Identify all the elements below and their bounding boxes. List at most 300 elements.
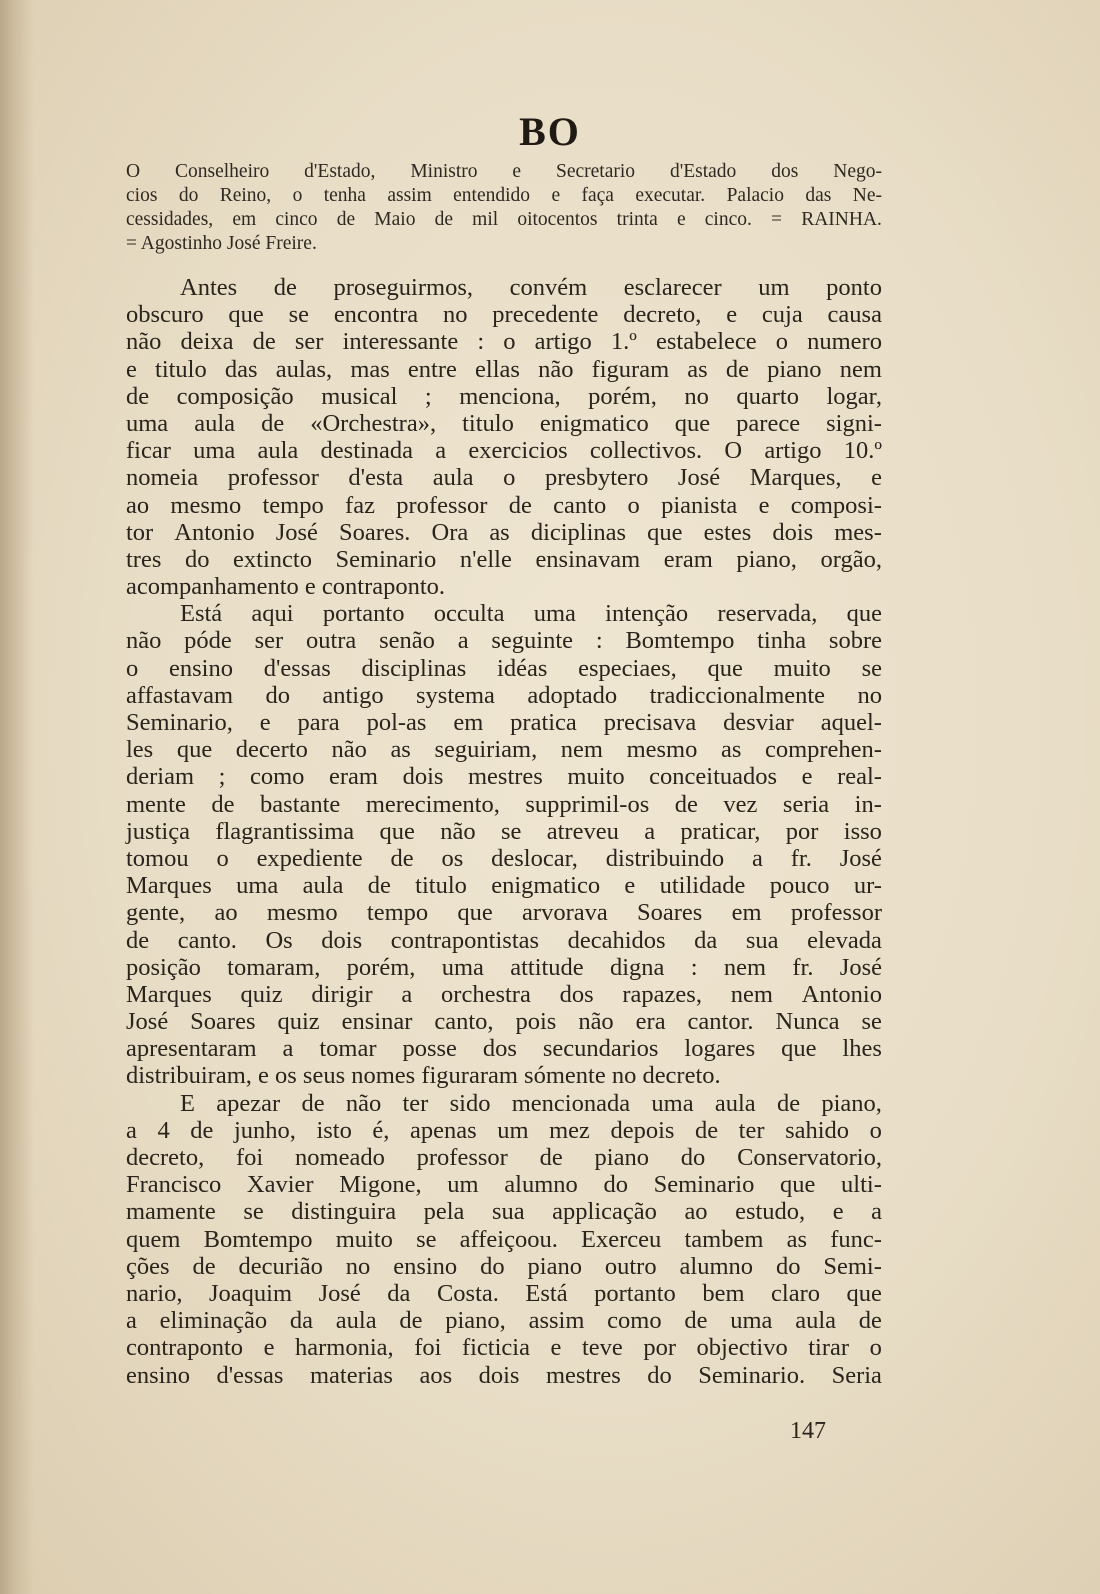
word: pianista — [661, 491, 738, 519]
word: do — [775, 1252, 801, 1280]
word: canto, — [434, 1008, 494, 1036]
word: d'essas — [263, 654, 331, 682]
text-line — [126, 736, 882, 763]
word: que — [846, 1279, 882, 1307]
word: Marques — [126, 872, 212, 900]
word: aula — [795, 1307, 837, 1335]
word: pratica — [510, 709, 577, 736]
word: aula — [714, 1089, 756, 1117]
text-line — [126, 160, 882, 184]
word: deslocar, — [491, 844, 578, 872]
word: exercicios — [468, 437, 568, 465]
text-line — [126, 818, 882, 845]
word: fr. — [790, 844, 812, 872]
word: mil — [472, 209, 499, 230]
word: Conselheiro — [175, 161, 270, 182]
text-line — [126, 655, 882, 682]
binding-shadow — [0, 0, 34, 1594]
word: distinguira — [291, 1198, 397, 1226]
word: enigmatico — [539, 409, 649, 437]
word: de — [858, 1307, 882, 1335]
word: a — [126, 1116, 137, 1144]
word: o — [503, 328, 516, 356]
text-line — [126, 1144, 882, 1171]
word: quiz — [277, 1008, 320, 1036]
word: professor — [396, 491, 488, 519]
word: Antes — [180, 274, 238, 301]
word: pois — [515, 1008, 557, 1036]
word: mesmo — [626, 736, 698, 764]
word: aula — [335, 1307, 377, 1335]
word: o — [292, 185, 303, 206]
word: cios — [126, 185, 158, 206]
word: sido — [449, 1089, 491, 1117]
word: in- — [854, 790, 882, 818]
word: não — [538, 355, 574, 383]
text-line — [126, 1253, 882, 1280]
word: piano, — [445, 1307, 506, 1335]
word: isso — [843, 817, 882, 845]
word: de — [674, 790, 698, 818]
word: harmonia, — [295, 1334, 394, 1362]
word: aulas, — [275, 355, 333, 383]
word: tomou — [126, 844, 189, 872]
word: elevada — [807, 926, 882, 954]
text-line — [126, 1226, 882, 1253]
word: nem — [839, 355, 882, 383]
word: apezar — [216, 1089, 281, 1117]
word: Maio — [374, 209, 416, 230]
word: conceituados — [649, 763, 778, 791]
word: e — [726, 301, 738, 329]
text-line — [126, 274, 882, 301]
word: do — [184, 545, 210, 573]
word: interessante — [342, 328, 459, 356]
word: bem — [702, 1279, 745, 1307]
word: nem — [730, 980, 773, 1008]
word: piano, — [821, 1089, 882, 1117]
word: de — [399, 1307, 423, 1335]
word: decreto, — [623, 301, 702, 329]
word: claro — [771, 1279, 821, 1307]
word: tomar — [319, 1035, 377, 1063]
word: parece — [736, 409, 801, 437]
word: do — [647, 1361, 672, 1389]
word: arvorava — [522, 899, 608, 927]
word: uma — [533, 600, 576, 628]
text-line — [126, 464, 882, 491]
word: do — [603, 1171, 628, 1199]
word: e — [550, 1334, 562, 1362]
word: praticar, — [680, 817, 761, 845]
word: orgão, — [820, 545, 882, 573]
word: precisava — [603, 709, 697, 736]
word: ponto — [826, 274, 882, 301]
text-line — [126, 328, 882, 355]
word: do — [680, 1144, 706, 1171]
word: alumno — [679, 1252, 754, 1280]
word: a — [644, 817, 656, 845]
word: cantor. — [687, 1008, 754, 1036]
word: decerto — [235, 736, 308, 764]
word: encontra — [333, 301, 419, 329]
word: não — [345, 1089, 382, 1117]
word: Soares — [190, 1008, 256, 1036]
word: se — [861, 654, 882, 682]
text-line — [126, 682, 882, 709]
word: antigo — [322, 681, 384, 709]
word: em — [453, 709, 484, 736]
word: precedente — [492, 301, 599, 329]
word: de — [273, 274, 297, 301]
word: «Orchestra», — [310, 409, 437, 437]
word: um — [447, 1171, 479, 1199]
word: e — [512, 161, 522, 182]
word: Nego- — [833, 161, 882, 182]
word: Soares — [637, 899, 703, 927]
word: quarto — [736, 382, 799, 410]
word: da — [387, 1279, 411, 1307]
word: póde — [184, 627, 232, 655]
text-line — [126, 1008, 882, 1035]
word: nomeado — [295, 1144, 385, 1171]
word: Francisco — [126, 1171, 222, 1199]
word: de — [694, 1116, 719, 1144]
text-line — [126, 1307, 882, 1334]
word: intenção — [605, 600, 689, 628]
word: 1.º — [610, 328, 637, 356]
word: justiça — [126, 817, 190, 845]
word: Seminario, — [126, 709, 233, 736]
word: ur- — [853, 872, 882, 900]
text-line — [126, 208, 882, 232]
word: um — [497, 1116, 529, 1144]
word: ao — [684, 1198, 708, 1226]
word: Bomtempo — [625, 627, 735, 655]
word: e — [832, 1198, 844, 1226]
word: das — [805, 185, 832, 206]
word: E — [180, 1089, 195, 1117]
word: menciona, — [459, 382, 561, 410]
word: esclarecer — [623, 274, 722, 301]
word: mesmo — [266, 899, 338, 927]
word: adoptado — [527, 681, 618, 709]
word: Conservatorio, — [737, 1144, 882, 1171]
word: : — [595, 627, 603, 655]
word: muito — [335, 1225, 393, 1253]
word: Os — [265, 926, 293, 954]
word: logares — [684, 1035, 756, 1063]
word: mencionada — [511, 1089, 631, 1117]
word: estabelece — [655, 328, 757, 356]
word: aqui — [251, 600, 294, 628]
word: sobre — [828, 627, 882, 655]
word: artigo — [764, 437, 822, 465]
word: affeiçoou. — [459, 1225, 558, 1253]
word: no — [857, 681, 882, 709]
word: piano, — [736, 545, 797, 573]
word: oitocentos — [517, 209, 598, 230]
word: dois — [478, 1361, 520, 1389]
word: das — [224, 355, 258, 383]
word: ser — [254, 627, 284, 655]
word: tomaram, — [227, 953, 321, 981]
word: para — [297, 709, 340, 736]
word: que — [647, 518, 683, 546]
word: tres — [126, 545, 162, 573]
word: tradiccionalmente — [649, 681, 826, 709]
word: ter — [738, 1116, 765, 1144]
word: attitude — [510, 953, 584, 981]
word: supprimil-os — [525, 790, 650, 818]
word: como — [607, 1307, 662, 1335]
word: posse — [402, 1035, 457, 1063]
text-line — [126, 1362, 882, 1389]
word: atreveu — [546, 817, 619, 845]
word: ; — [218, 763, 226, 791]
word: entre — [407, 355, 457, 383]
word: dirigir — [311, 980, 373, 1008]
word: muito — [567, 763, 625, 791]
word: apresentaram — [126, 1035, 257, 1063]
word: posição — [126, 953, 201, 981]
word: o — [869, 1116, 882, 1144]
word: outra — [305, 627, 357, 655]
word: não — [331, 736, 367, 764]
word: nem — [723, 953, 767, 981]
word: Costa. — [436, 1279, 499, 1307]
word: composi- — [790, 491, 882, 519]
word: utilidade — [659, 872, 746, 900]
word: objectivo — [696, 1334, 788, 1362]
text-line — [126, 927, 882, 954]
word: mesmo — [170, 491, 242, 519]
text-line — [126, 1280, 882, 1307]
word: extincto — [233, 545, 312, 573]
word: Palacio — [726, 185, 784, 206]
word: Ne- — [852, 185, 882, 206]
word: d'Estado, — [304, 161, 376, 182]
word: seria — [782, 790, 830, 818]
word: figuram — [591, 355, 670, 383]
word: ter — [402, 1089, 429, 1117]
word: artigo — [534, 328, 592, 356]
word: canto. — [177, 926, 237, 954]
word: faz — [345, 491, 375, 519]
word: portanto — [322, 600, 405, 628]
word: por — [643, 1334, 676, 1362]
word: uma — [193, 437, 236, 465]
word: tinha — [757, 627, 807, 655]
word: de — [725, 355, 749, 383]
word: junho, — [233, 1116, 296, 1144]
word: ellas — [475, 355, 520, 383]
word: secundarios — [542, 1035, 659, 1063]
word: de — [336, 209, 356, 230]
word: 10.º — [843, 437, 882, 465]
word: Seminario. — [698, 1361, 806, 1389]
word: de — [508, 491, 532, 519]
word: systema — [416, 681, 495, 709]
word: de — [367, 872, 391, 900]
word: Nunca — [775, 1008, 840, 1036]
word: idéas — [497, 654, 548, 682]
word: alumno — [504, 1171, 578, 1199]
word: aquel- — [820, 709, 882, 736]
word: bastante — [260, 790, 341, 818]
word: uma — [651, 1089, 694, 1117]
word: porém, — [346, 953, 416, 981]
word: diciplinas — [530, 518, 627, 546]
decree-closing-paragraph — [126, 160, 882, 256]
word: RAINHA. — [801, 209, 882, 230]
word: tempo — [366, 899, 429, 927]
word: dois — [321, 926, 363, 954]
word: as — [390, 736, 411, 764]
text-line — [126, 899, 882, 926]
word: muito — [773, 654, 831, 682]
word: que — [780, 1171, 816, 1199]
word: especiaes, — [578, 654, 677, 682]
word: eram — [329, 763, 378, 791]
running-header: BO — [519, 109, 581, 154]
word: assim — [387, 185, 432, 206]
word: que — [674, 409, 711, 437]
text-line — [126, 410, 882, 437]
text-line — [126, 791, 882, 818]
word: e — [259, 709, 271, 736]
word: aula — [257, 437, 299, 465]
word: aula — [302, 872, 344, 900]
word: Joaquim — [209, 1279, 293, 1307]
word: deixa — [180, 328, 234, 356]
word: decahidos — [567, 926, 666, 954]
word: professor — [227, 464, 319, 492]
text-line — [126, 1090, 882, 1117]
word: de — [190, 1116, 214, 1144]
word: composição — [176, 382, 294, 410]
word: mamente — [126, 1198, 216, 1226]
text-line — [126, 709, 882, 736]
word: convém — [509, 274, 588, 301]
text-line: distribuiram, e os seus nomes figuraram sómente no decreto. — [126, 1062, 721, 1090]
word: sahido — [785, 1116, 850, 1144]
word: sua — [491, 1198, 525, 1226]
word: mestres — [467, 763, 543, 791]
word: ; — [424, 382, 432, 410]
word: de — [261, 409, 285, 437]
word: é, — [372, 1116, 390, 1144]
word: presbytero — [544, 464, 649, 492]
page-number: 147 — [790, 1418, 826, 1444]
word: quem — [126, 1225, 181, 1253]
text-line — [126, 981, 882, 1008]
word: titulo — [462, 409, 514, 437]
word: dois — [772, 518, 814, 546]
word: Ministro — [410, 161, 478, 182]
word: assim — [528, 1307, 585, 1335]
word: isto — [316, 1116, 352, 1144]
word: aula — [194, 409, 236, 437]
word: d'Estado — [669, 161, 737, 182]
word: decurião — [238, 1252, 323, 1280]
word: depois — [610, 1116, 675, 1144]
word: reservada, — [717, 600, 818, 628]
word: porém, — [588, 382, 657, 410]
text-line — [126, 301, 882, 328]
word: desviar — [723, 709, 794, 736]
word: affastavam — [126, 681, 234, 709]
word: entendido — [453, 185, 531, 206]
word: distribuindo — [605, 844, 725, 872]
word: flagrantissima — [215, 817, 355, 845]
word: professor — [416, 1144, 508, 1171]
word: : — [477, 328, 485, 356]
word: piano — [594, 1144, 649, 1171]
word: ficticia — [461, 1334, 530, 1362]
word: se — [416, 1225, 437, 1253]
word: do — [265, 681, 290, 709]
word: orchestra — [441, 980, 531, 1008]
word: tenha — [323, 185, 366, 206]
word: pela — [423, 1198, 465, 1226]
word: Marques — [126, 980, 212, 1008]
word: musical — [321, 382, 398, 410]
word: expediente — [256, 844, 363, 872]
text-line — [126, 763, 882, 790]
word: que — [228, 301, 264, 329]
text-line — [126, 872, 882, 899]
word: se — [288, 301, 309, 329]
word: que — [379, 817, 415, 845]
word: lhes — [842, 1035, 882, 1063]
word: quiz — [240, 980, 283, 1008]
word: Semi- — [823, 1252, 882, 1280]
word: José — [318, 1279, 361, 1307]
word: = — [771, 209, 783, 230]
word: da — [289, 1307, 314, 1335]
word: cuja — [761, 301, 803, 329]
word: a — [752, 844, 763, 872]
text-line: acompanhamento e contraponto. — [126, 573, 446, 601]
word: em — [232, 209, 257, 230]
word: Seminario — [335, 545, 437, 573]
word: as — [687, 355, 708, 383]
word: no — [345, 1252, 371, 1280]
word: disciplinas — [361, 654, 467, 682]
word: Antonio — [174, 518, 255, 546]
word: Xavier — [246, 1171, 314, 1199]
word: ao — [126, 491, 150, 519]
text-line — [126, 492, 882, 519]
word: a — [126, 1307, 137, 1335]
word: ensinavam — [535, 545, 641, 573]
word: eram — [663, 545, 713, 573]
word: causa — [827, 301, 882, 329]
word: nomeia — [126, 464, 199, 492]
word: José — [275, 518, 318, 546]
word: materias — [309, 1361, 393, 1389]
word: do — [178, 185, 199, 206]
word: estes — [703, 518, 752, 546]
word: José — [839, 953, 882, 981]
word: executar. — [635, 185, 706, 206]
word: não — [578, 1008, 614, 1036]
word: titulo — [415, 872, 467, 900]
word: os — [441, 844, 464, 872]
word: contraponto — [126, 1334, 244, 1362]
word: real- — [837, 763, 882, 791]
